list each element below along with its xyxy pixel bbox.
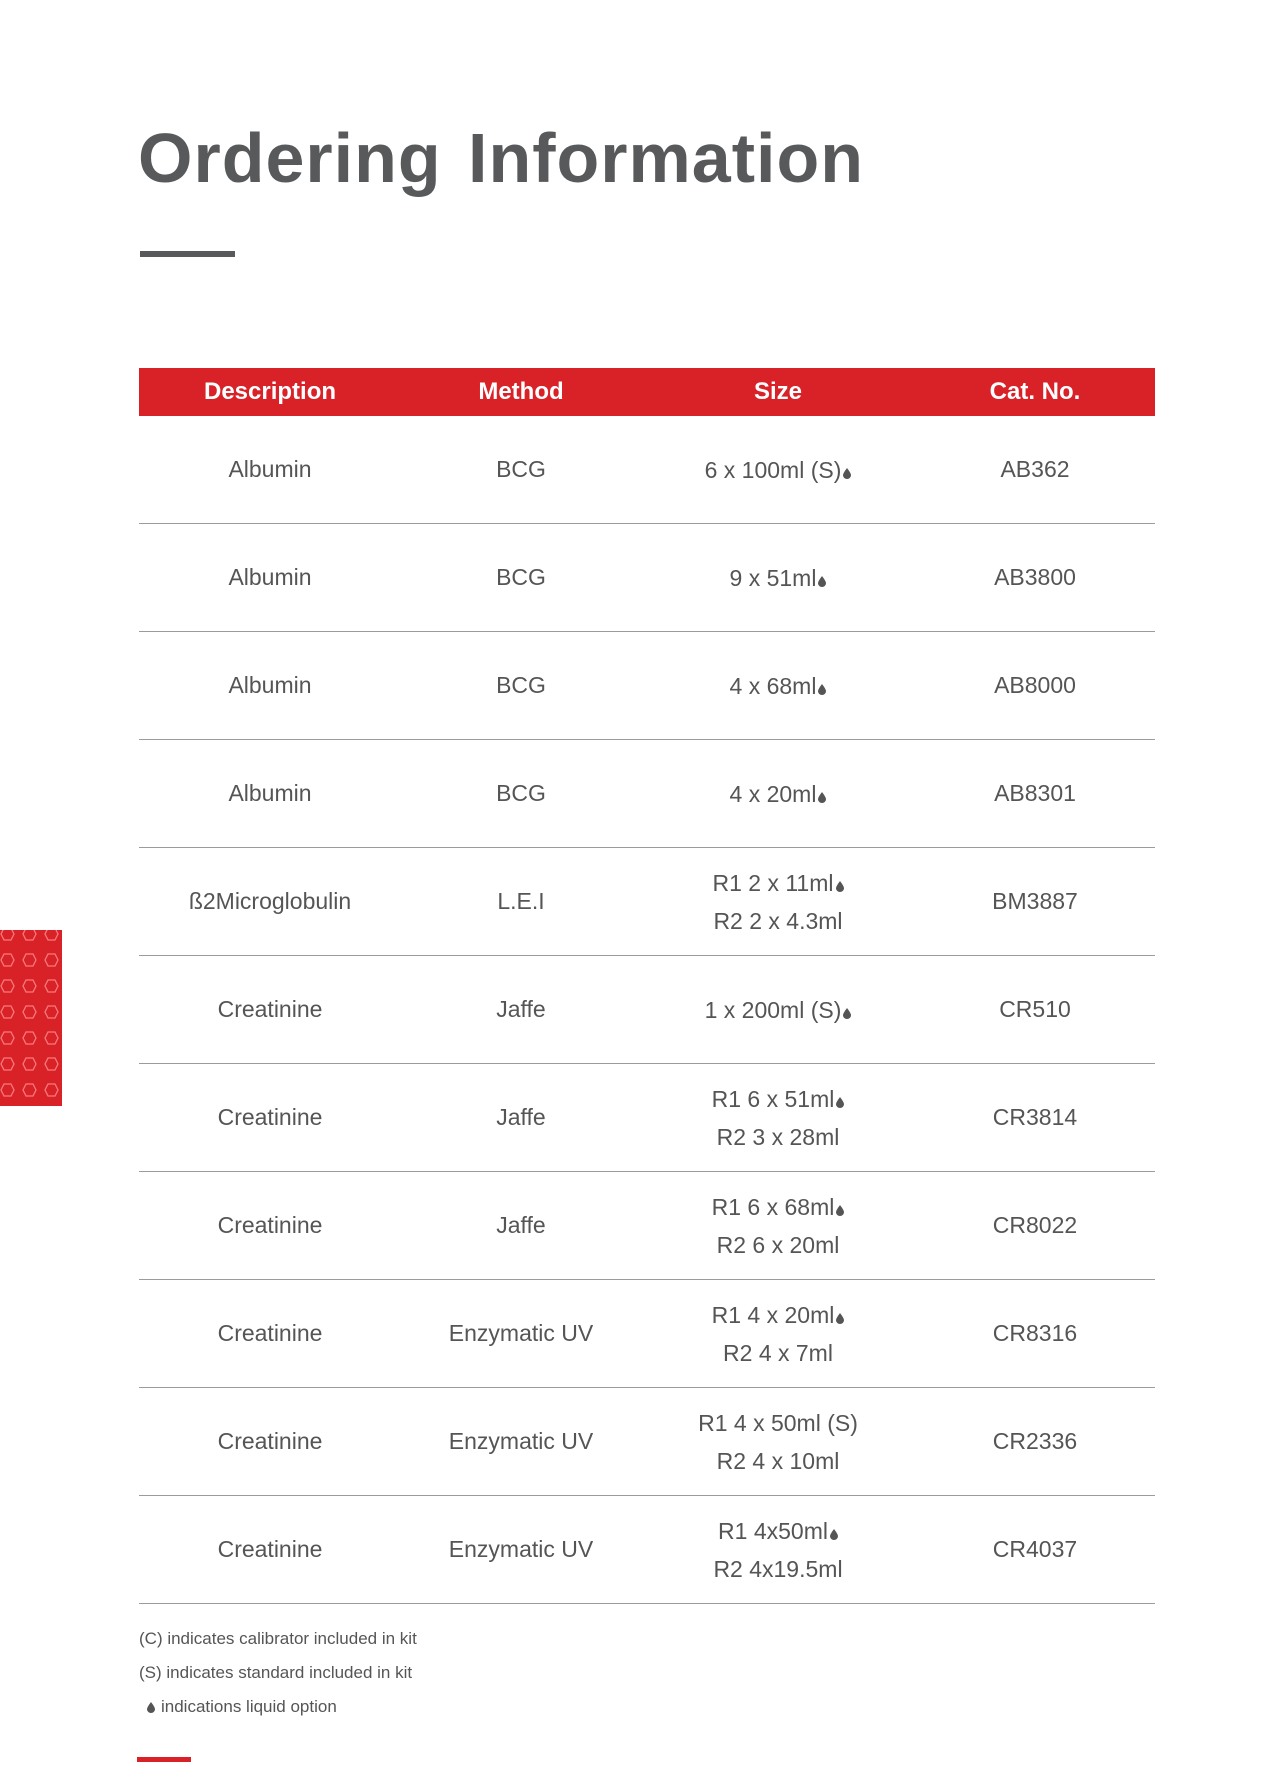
- size-text: R2 4 x 10ml: [716, 1447, 840, 1474]
- drop-icon: [818, 792, 826, 803]
- cell-size: [641, 956, 915, 1064]
- cell-cat-no: AB3800: [915, 524, 1155, 632]
- size-text: R2 2 x 4.3ml: [713, 907, 843, 934]
- cell-size: [641, 848, 915, 956]
- size-text: 9 x 51ml: [729, 564, 817, 591]
- size-text: R2 4x19.5ml: [713, 1555, 843, 1582]
- table-row: [139, 956, 1155, 1064]
- drop-icon: [843, 468, 851, 479]
- cell-method: Enzymatic UV: [401, 1496, 641, 1604]
- cell-cat-no: BM3887: [915, 848, 1155, 956]
- size-text: R2 4 x 7ml: [723, 1339, 833, 1366]
- size-text: R1 4 x 50ml (S): [698, 1409, 858, 1436]
- size-line: [641, 1442, 915, 1480]
- note-standard: (S) indicates standard included in kit: [139, 1663, 413, 1682]
- cell-cat-no: CR4037: [915, 1496, 1155, 1604]
- table-body: [139, 416, 1155, 1604]
- size-line: [641, 1334, 915, 1372]
- cell-description: Creatinine: [139, 1496, 401, 1604]
- size-line: [641, 1080, 915, 1118]
- cell-size: [641, 1496, 915, 1604]
- header-method: Method: [401, 368, 641, 416]
- size-line: [641, 1226, 915, 1264]
- cell-description: Creatinine: [139, 956, 401, 1064]
- cell-size: [641, 1388, 915, 1496]
- size-line: [641, 1404, 915, 1442]
- cell-method: BCG: [401, 740, 641, 848]
- cell-method: Jaffe: [401, 1064, 641, 1172]
- footer-accent-rule: [137, 1757, 191, 1762]
- title-underline: [140, 251, 235, 257]
- cell-description: Creatinine: [139, 1388, 401, 1496]
- cell-method: L.E.I: [401, 848, 641, 956]
- cell-method: Jaffe: [401, 1172, 641, 1280]
- drop-icon: [818, 684, 826, 695]
- note-liquid-text: indications liquid option: [161, 1697, 337, 1716]
- cell-cat-no: AB8000: [915, 632, 1155, 740]
- cell-cat-no: CR510: [915, 956, 1155, 1064]
- cell-description: Albumin: [139, 632, 401, 740]
- table-row: [139, 740, 1155, 848]
- cell-method: BCG: [401, 524, 641, 632]
- cell-method: BCG: [401, 632, 641, 740]
- cell-cat-no: CR8022: [915, 1172, 1155, 1280]
- cell-description: Creatinine: [139, 1280, 401, 1388]
- table-row: [139, 1496, 1155, 1604]
- cell-size: [641, 416, 915, 524]
- size-text: R1 4x50ml: [718, 1517, 828, 1544]
- drop-icon: [836, 1205, 844, 1216]
- cell-description: Creatinine: [139, 1064, 401, 1172]
- size-line: [641, 451, 915, 489]
- size-line: [641, 1188, 915, 1226]
- size-line: [641, 991, 915, 1029]
- size-text: R1 6 x 51ml: [711, 1085, 835, 1112]
- size-line: [641, 1550, 915, 1588]
- header-size: Size: [641, 368, 915, 416]
- cell-size: [641, 1172, 915, 1280]
- cell-description: Albumin: [139, 416, 401, 524]
- size-line: [641, 1118, 915, 1156]
- cell-cat-no: CR8316: [915, 1280, 1155, 1388]
- cell-size: [641, 740, 915, 848]
- header-cat-no: Cat. No.: [915, 368, 1155, 416]
- size-line: [641, 667, 915, 705]
- header-description: Description: [139, 368, 401, 416]
- size-text: 4 x 68ml: [729, 672, 817, 699]
- footnotes: [139, 1622, 417, 1724]
- size-text: 1 x 200ml (S): [704, 996, 842, 1023]
- cell-size: [641, 524, 915, 632]
- cell-method: Jaffe: [401, 956, 641, 1064]
- table-row: [139, 632, 1155, 740]
- cell-method: Enzymatic UV: [401, 1388, 641, 1496]
- cell-description: Albumin: [139, 740, 401, 848]
- cell-size: [641, 1064, 915, 1172]
- size-text: 6 x 100ml (S): [704, 456, 842, 483]
- size-line: [641, 864, 915, 902]
- size-text: 4 x 20ml: [729, 780, 817, 807]
- table-row: [139, 1280, 1155, 1388]
- table-row: [139, 1388, 1155, 1496]
- cell-cat-no: CR2336: [915, 1388, 1155, 1496]
- drop-icon: [836, 1313, 844, 1324]
- size-line: [641, 902, 915, 940]
- cell-size: [641, 632, 915, 740]
- cell-method: BCG: [401, 416, 641, 524]
- drop-icon: [830, 1529, 838, 1540]
- table-row: [139, 848, 1155, 956]
- drop-icon: [818, 576, 826, 587]
- size-line: [641, 1512, 915, 1550]
- cell-size: [641, 1280, 915, 1388]
- size-text: R2 3 x 28ml: [716, 1123, 840, 1150]
- cell-description: Albumin: [139, 524, 401, 632]
- size-text: R2 6 x 20ml: [716, 1231, 840, 1258]
- drop-icon: [147, 1702, 155, 1713]
- size-line: [641, 775, 915, 813]
- cell-cat-no: AB362: [915, 416, 1155, 524]
- ordering-table: [139, 368, 1155, 1604]
- table-row: [139, 1064, 1155, 1172]
- size-text: R1 4 x 20ml: [711, 1301, 835, 1328]
- table-row: [139, 524, 1155, 632]
- drop-icon: [836, 1097, 844, 1108]
- table-row: [139, 1172, 1155, 1280]
- cell-description: Creatinine: [139, 1172, 401, 1280]
- size-line: [641, 559, 915, 597]
- cell-cat-no: CR3814: [915, 1064, 1155, 1172]
- cell-cat-no: AB8301: [915, 740, 1155, 848]
- cell-description: ß2Microglobulin: [139, 848, 401, 956]
- table-header-row: [139, 368, 1155, 416]
- note-liquid: [139, 1690, 417, 1724]
- table-row: [139, 416, 1155, 524]
- drop-icon: [843, 1008, 851, 1019]
- hexagon-pattern-decoration: [0, 930, 62, 1106]
- size-text: R1 6 x 68ml: [711, 1193, 835, 1220]
- page-title: Ordering Information: [138, 119, 864, 197]
- size-line: [641, 1296, 915, 1334]
- cell-method: Enzymatic UV: [401, 1280, 641, 1388]
- note-calibrator: (C) indicates calibrator included in kit: [139, 1629, 417, 1648]
- size-text: R1 2 x 11ml: [712, 869, 834, 896]
- drop-icon: [836, 881, 844, 892]
